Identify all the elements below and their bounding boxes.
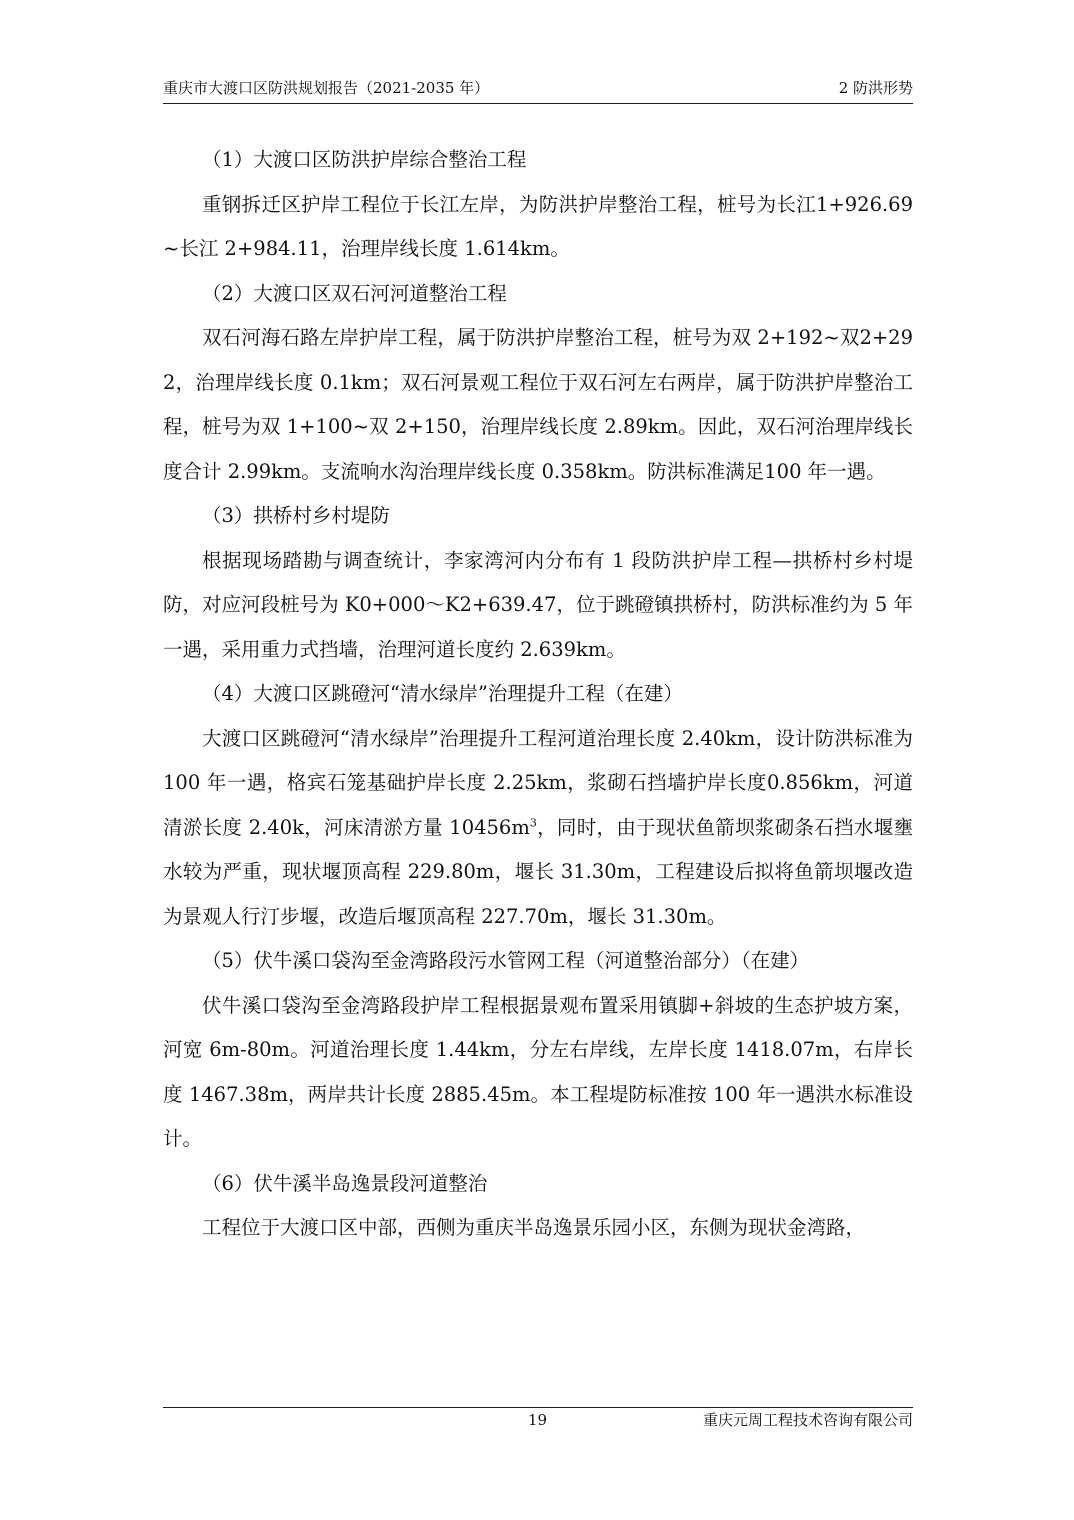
paragraph-2: 双石河海石路左岸护岸工程，属于防洪护岸整治工程，桩号为双 2+192~双2+292，治理岸线长度 0.1km；双石河景观工程位于双石河左右两岸，属于防洪护岸整治工程，桩号为双 1+100~双 2+150，治理岸线长度 2.89km。因此，双石河治理岸线长度合计 2.99km。支流响水沟治理岸线长度 0.358km。防洪标准满足100 年一遇。: [163, 326, 913, 483]
paragraph-4: [163, 717, 913, 940]
document-body: [163, 138, 913, 1251]
heading-1: （1）大渡口区防洪护岸综合整治工程: [202, 148, 527, 171]
paragraph-4-part-a: 大渡口区跳磴河“清水绿岸”治理提升工程河道治理长度 2.40km，设计防洪标准为 100 年一遇，格宾石笼基础护岸长度 2.25km，浆砌石挡墙护岸长度0.856km，河道清淤长度 2.40k，河床清淤方量 10456m: [163, 726, 913, 839]
header-divider: [163, 103, 913, 104]
paragraph-1: 重钢拆迁区护岸工程位于长江左岸，为防洪护岸整治工程，桩号为长江1+926.69~长江 2+984.11，治理岸线长度 1.614km。: [163, 192, 913, 260]
page-footer: [163, 1410, 913, 1434]
superscript-cubic: 3: [529, 816, 537, 829]
company-name: 重庆元周工程技术咨询有限公司: [702, 1411, 913, 1429]
paragraph-5: 伏牛溪口袋沟至金湾路段护岸工程根据景观布置采用镇脚+斜坡的生态护坡方案，河宽 6m-80m。河道治理长度 1.44km，分左右岸线，左岸长度 1418.07m，右岸长度 1467.38m，两岸共计长度 2885.45m。本工程堤防标准按 100 年一遇洪水标准设计。: [163, 993, 913, 1150]
section-label: 2 防洪形势: [838, 79, 913, 97]
heading-5: （5）伏牛溪口袋沟至金湾路段污水管网工程（河道整治部分）（在建）: [202, 949, 810, 972]
page-header: [163, 78, 913, 102]
heading-6: （6）伏牛溪半岛逸景段河道整治: [202, 1171, 488, 1195]
paragraph-3: 根据现场踏勘与调查统计，李家湾河内分布有 1 段防洪护岸工程—拱桥村乡村堤防，对应河段桩号为 K0+000～K2+639.47，位于跳磴镇拱桥村，防洪标准约为 5 年一遇，采用重力式挡墙，治理河道长度约 2.639km。: [163, 548, 913, 661]
report-title: 重庆市大渡口区防洪规划报告（2021-2035 年）: [163, 79, 490, 97]
paragraph-6: 工程位于大渡口区中部，西侧为重庆半岛逸景乐园小区，东侧为现状金湾路，: [202, 1216, 866, 1239]
paragraph-4-part-b: ，同时，由于现状鱼箭坝浆砌条石挡水堰壅水较为严重，现状堰顶高程 229.80m，堰长 31.30m，工程建设后拟将鱼箭坝堰改造为景观人行汀步堰，改造后堰顶高程 227.70m，堰长 31.30m。: [163, 815, 913, 928]
heading-4: （4）大渡口区跳磴河“清水绿岸”治理提升工程（在建）: [202, 682, 683, 705]
heading-2: （2）大渡口区双石河河道整治工程: [202, 281, 507, 305]
footer-divider: [163, 1407, 913, 1408]
heading-3: （3）拱桥村乡村堤防: [202, 504, 390, 527]
page-number: 19: [528, 1411, 548, 1429]
